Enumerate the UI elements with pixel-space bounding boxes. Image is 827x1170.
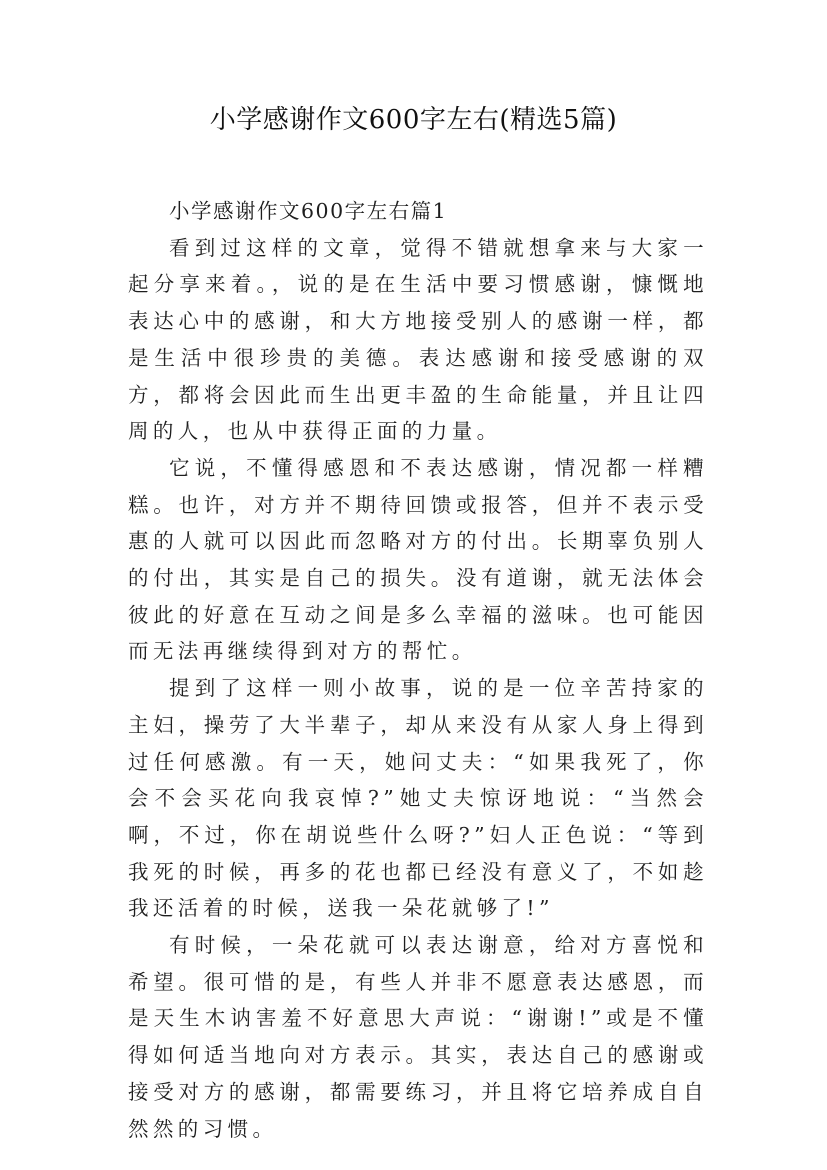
- document-body: [128, 193, 708, 1147]
- paragraph-4: 有时候，一朵花就可以表达谢意，给对方喜悦和希望。很可惜的是，有些人并非不愿意表达感恩，而是天生木讷害羞不好意思大声说：“谢谢!”或是不懂得如何适当地向对方表示。其实，表达自己的感谢或接受对方的感谢，都需要练习，并且将它培养成自自然然的习惯。: [128, 933, 708, 1141]
- document-title: 小学感谢作文600字左右(精选5篇): [209, 105, 618, 135]
- paragraph-3: 提到了这样一则小故事，说的是一位辛苦持家的主妇，操劳了大半辈子，却从来没有从家人身上得到过任何感激。有一天，她问丈夫：“如果我死了，你会不会买花向我哀悼?”她丈夫惊讶地说：“当然会啊，不过，你在胡说些什么呀?”妇人正色说：“等到我死的时候，再多的花也都已经没有意义了，不如趁我还活着的时候，送我一朵花就够了!”: [128, 676, 708, 921]
- paragraph-1: 看到过这样的文章，觉得不错就想拿来与大家一起分享来着。，说的是在生活中要习惯感谢，慷慨地表达心中的感谢，和大方地接受别人的感谢一样，都是生活中很珍贵的美德。表达感谢和接受感谢的双方，都将会因此而生出更丰盈的生命能量，并且让四周的人，也从中获得正面的力量。: [128, 235, 708, 444]
- section-heading: 小学感谢作文600字左右篇1: [169, 199, 448, 223]
- paragraph-2: 它说，不懂得感恩和不表达感谢，情况都一样糟糕。也许，对方并不期待回馈或报答，但并不表示受惠的人就可以因此而忽略对方的付出。长期辜负别人的付出，其实是自己的损失。没有道谢，就无法体会彼此的好意在互动之间是多么幸福的滋味。也可能因而无法再继续得到对方的帮忙。: [128, 455, 708, 664]
